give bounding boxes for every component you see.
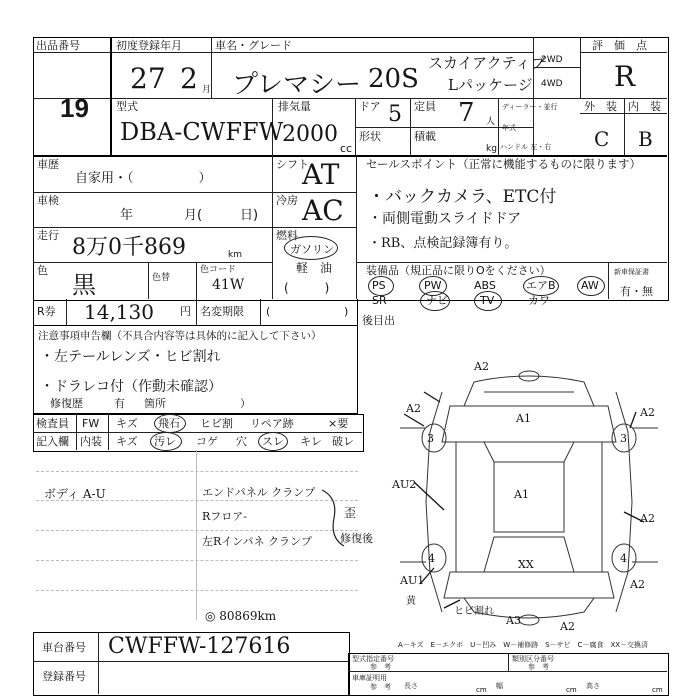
mileage-label: 走行 [37, 229, 59, 242]
sales-line-3: ・RB、点検記録簿有り。 [368, 236, 518, 251]
handle-label: ハンドル 左・右 [500, 143, 552, 151]
mileage-value: 8万0千869 [72, 235, 186, 260]
width-unit: cm [566, 686, 577, 694]
repair-place: 箇所 [144, 397, 166, 410]
color-value: 黒 [72, 271, 96, 299]
capacity-unit: 人 [486, 117, 496, 127]
mark-xx: XX [518, 558, 534, 571]
int-burn: コゲ [196, 435, 218, 448]
displacement-label: 排気量 [278, 100, 311, 113]
chassis-label: 車台番号 [42, 641, 86, 654]
equipment-sr: SR [372, 294, 387, 307]
history-value: 自家用・（ ） [75, 171, 212, 186]
new-car-cert-label: 新車保証書 [614, 268, 649, 276]
repair-label: 修復歴 [50, 397, 83, 410]
name-label: 車名・グレード [215, 39, 292, 52]
equipment-tv: TV [480, 294, 495, 307]
repair-close: ） [240, 397, 251, 410]
color-label: 色 [37, 264, 48, 277]
inspection-year: 年 [120, 208, 134, 223]
hw-r-frame: Rフロア- [202, 510, 247, 523]
interior-row-label: 内装 [80, 435, 102, 448]
ac-label: 冷房 [276, 194, 298, 207]
hw-end-panel: エンドパネル クランプ [202, 486, 316, 499]
month-suffix: 月 [202, 85, 212, 95]
notes-line-2: ・ドラレコ付（作動未確認） [40, 379, 222, 395]
owner-change-label: 名変期限 [200, 305, 244, 318]
height-label: 高さ [586, 682, 600, 690]
recycle-unit: 円 [180, 305, 191, 318]
circle-dirt [150, 432, 182, 451]
mark-yellow: 黄 [406, 596, 416, 607]
class-ref: 参 考 [528, 663, 549, 671]
inspect-crack: ヒビ割 [200, 417, 233, 430]
new-car-cert-value: 有・無 [620, 285, 653, 298]
mileage-unit: km [228, 250, 242, 260]
circle-aw [577, 276, 605, 296]
equipment-label: 装備品（規正品に限りOをください） [366, 264, 551, 277]
doors-value: 5 [388, 102, 402, 127]
reg-label: 登録番号 [42, 670, 86, 683]
drive-2wd: 2WD [541, 55, 563, 65]
shift-label: シフト [276, 158, 309, 171]
equipment-airbag: エアB [526, 279, 556, 292]
int-tear: 破レ [332, 435, 354, 448]
int-scratch: キズ [116, 435, 138, 448]
year-label: 年式 [502, 124, 516, 132]
shape-label: 形状 [359, 130, 381, 143]
hw-repaired: 修復後 [340, 532, 373, 545]
interior-value: B [638, 127, 653, 151]
rear-seat-label: 後目出 [362, 314, 395, 327]
circle-rub [258, 432, 288, 451]
history-label: 車歴 [37, 158, 59, 171]
repair-yes: 有 [114, 397, 125, 410]
load-label: 積載 [414, 130, 436, 143]
fuel-gas: ガソリン [290, 243, 334, 256]
equipment-pw: PW [424, 279, 442, 292]
class-label: 類別区分番号 [512, 655, 554, 663]
exterior-value: C [594, 127, 610, 151]
int-hole: 穴 [236, 435, 247, 448]
lot-number: 19 [60, 93, 89, 123]
damage-diagram [384, 362, 674, 634]
displacement-unit: cc [340, 142, 353, 155]
int-dirt: 汚レ [154, 435, 176, 448]
owner-paren-close: ) [344, 305, 349, 318]
garage-cert-label: 車庫証明用 [352, 674, 387, 682]
hw-bracket [318, 488, 348, 548]
inspect-fw: FW [82, 417, 100, 430]
inspect-need: ×要 [328, 417, 349, 430]
doors-label: ドア [359, 100, 381, 113]
inspection-label: 車検 [37, 194, 59, 207]
notes-label: 注意事項申告欄（不具合内容等は具体的に記入して下さい） [38, 330, 322, 342]
circle-navi [420, 291, 450, 311]
owner-paren-open: ( [266, 305, 271, 318]
recorder-label: 記入欄 [36, 435, 69, 448]
mark-4-left: 4 [428, 552, 435, 565]
grade-note-1: スカイアクティブ [428, 54, 546, 72]
equipment-abs: ABS [474, 279, 496, 292]
mark-a2-front-left: A2 [406, 402, 421, 415]
exterior-label: 外 装 [584, 100, 617, 113]
color-code-value: 41W [212, 277, 245, 293]
mark-au1-left: AU1 [400, 574, 425, 587]
int-cut: キレ [300, 435, 322, 448]
lot-label: 出品番号 [36, 39, 80, 52]
rating-value: R [614, 60, 636, 93]
mark-a1-hood: A1 [516, 412, 531, 425]
circle-ps [368, 276, 394, 296]
mark-4-right: 4 [620, 552, 627, 565]
type-designation-label: 型式指定番号 [352, 655, 394, 663]
inspect-scratch: キズ [116, 417, 138, 430]
grade: 20S [368, 64, 419, 94]
fuel-paren: ( ) [284, 281, 330, 295]
length-label: 長さ [404, 682, 418, 690]
hw-left-r-panel: 左Rインパネ クランプ [202, 535, 313, 548]
recycle-label: R券 [37, 305, 56, 318]
equipment-ps: PS [372, 279, 386, 292]
mark-3-left: 3 [427, 432, 434, 445]
recycle-value: 14,130 [84, 300, 154, 324]
mark-a3-rear: A3 [506, 614, 521, 627]
first-reg-label: 初度登録年月 [116, 39, 182, 52]
sales-line-1: ・バックカメラ、ETC付 [368, 187, 557, 207]
dealer-label: ディーラー・並行 [502, 103, 558, 111]
inspect-chip: 飛石 [158, 417, 180, 430]
mark-a2-top: A2 [474, 362, 489, 373]
model-label: 型式 [116, 100, 138, 113]
damage-legend: A－キズ E－エクボ U－凹み W－補修跡 S－サビ C－腐食 XX－交換済 [398, 641, 649, 649]
mark-au2-left: AU2 [392, 478, 417, 491]
mark-crack: ヒビ割れ [454, 606, 494, 617]
mark-a2-rear: A2 [560, 620, 575, 633]
inspection-month: 月( [184, 208, 203, 223]
circle-chip [154, 414, 186, 433]
mark-3-right: 3 [620, 432, 627, 445]
first-reg-month: 2 [180, 62, 198, 95]
equipment-navi: ナビ [426, 294, 448, 307]
equipment-aw: AW [581, 279, 599, 292]
first-reg-year: 27 [130, 62, 166, 95]
capacity-value: 7 [458, 98, 475, 128]
inspection-day: 日) [240, 208, 259, 223]
chassis-value: CWFFW-127616 [108, 634, 291, 659]
interior-label: 内 装 [628, 100, 661, 113]
mark-a2-right: A2 [640, 406, 655, 419]
grade-note-2: Lパッケージ [448, 76, 533, 94]
sales-label: セールスポイント（正常に機能するものに限ります） [366, 157, 641, 171]
height-unit: cm [652, 686, 663, 694]
model-value: DBA-CWFFW [120, 118, 284, 146]
notes-line-1: ・左テールレンズ・ヒビ割れ [40, 349, 221, 365]
ac-value: AC [302, 194, 344, 227]
hw-distort: 歪 [344, 506, 357, 520]
width-label: 幅 [496, 682, 503, 690]
color-code-label: 色コード [200, 265, 237, 275]
displacement-value: 2000 [282, 122, 338, 147]
car-name: プレマシー [232, 70, 361, 100]
load-unit: kg [486, 144, 497, 154]
length-unit: cm [476, 686, 487, 694]
hw-body: ボディ A-U [44, 487, 106, 501]
circle-airbag [523, 276, 559, 296]
inspect-repair: リペア跡 [250, 417, 294, 430]
int-rub: スレ [262, 435, 284, 448]
fuel-label: 燃料 [276, 229, 298, 242]
drive-4wd: 4WD [541, 79, 563, 89]
fuel-diesel: 軽 油 [296, 261, 333, 275]
color-change-label: 色替 [152, 273, 171, 283]
mark-a2-rear-right: A2 [630, 578, 645, 591]
type-ref: 参 考 [370, 663, 391, 671]
mark-a2-right-side: A2 [640, 512, 655, 525]
equipment-leather: カワ [528, 294, 550, 307]
garage-ref: 参 考 [370, 683, 391, 691]
mark-a1-roof: A1 [514, 488, 529, 501]
shift-value: AT [302, 158, 340, 191]
hw-odometer: ◎ 80869km [205, 609, 277, 623]
fuel-gas-circle [284, 236, 338, 260]
rating-label: 評 価 点 [592, 39, 647, 52]
capacity-label: 定員 [414, 100, 436, 113]
sales-line-2: ・両側電動スライドドア [368, 211, 522, 227]
inspector-label: 検査員 [36, 417, 69, 430]
circle-tv [474, 291, 502, 311]
